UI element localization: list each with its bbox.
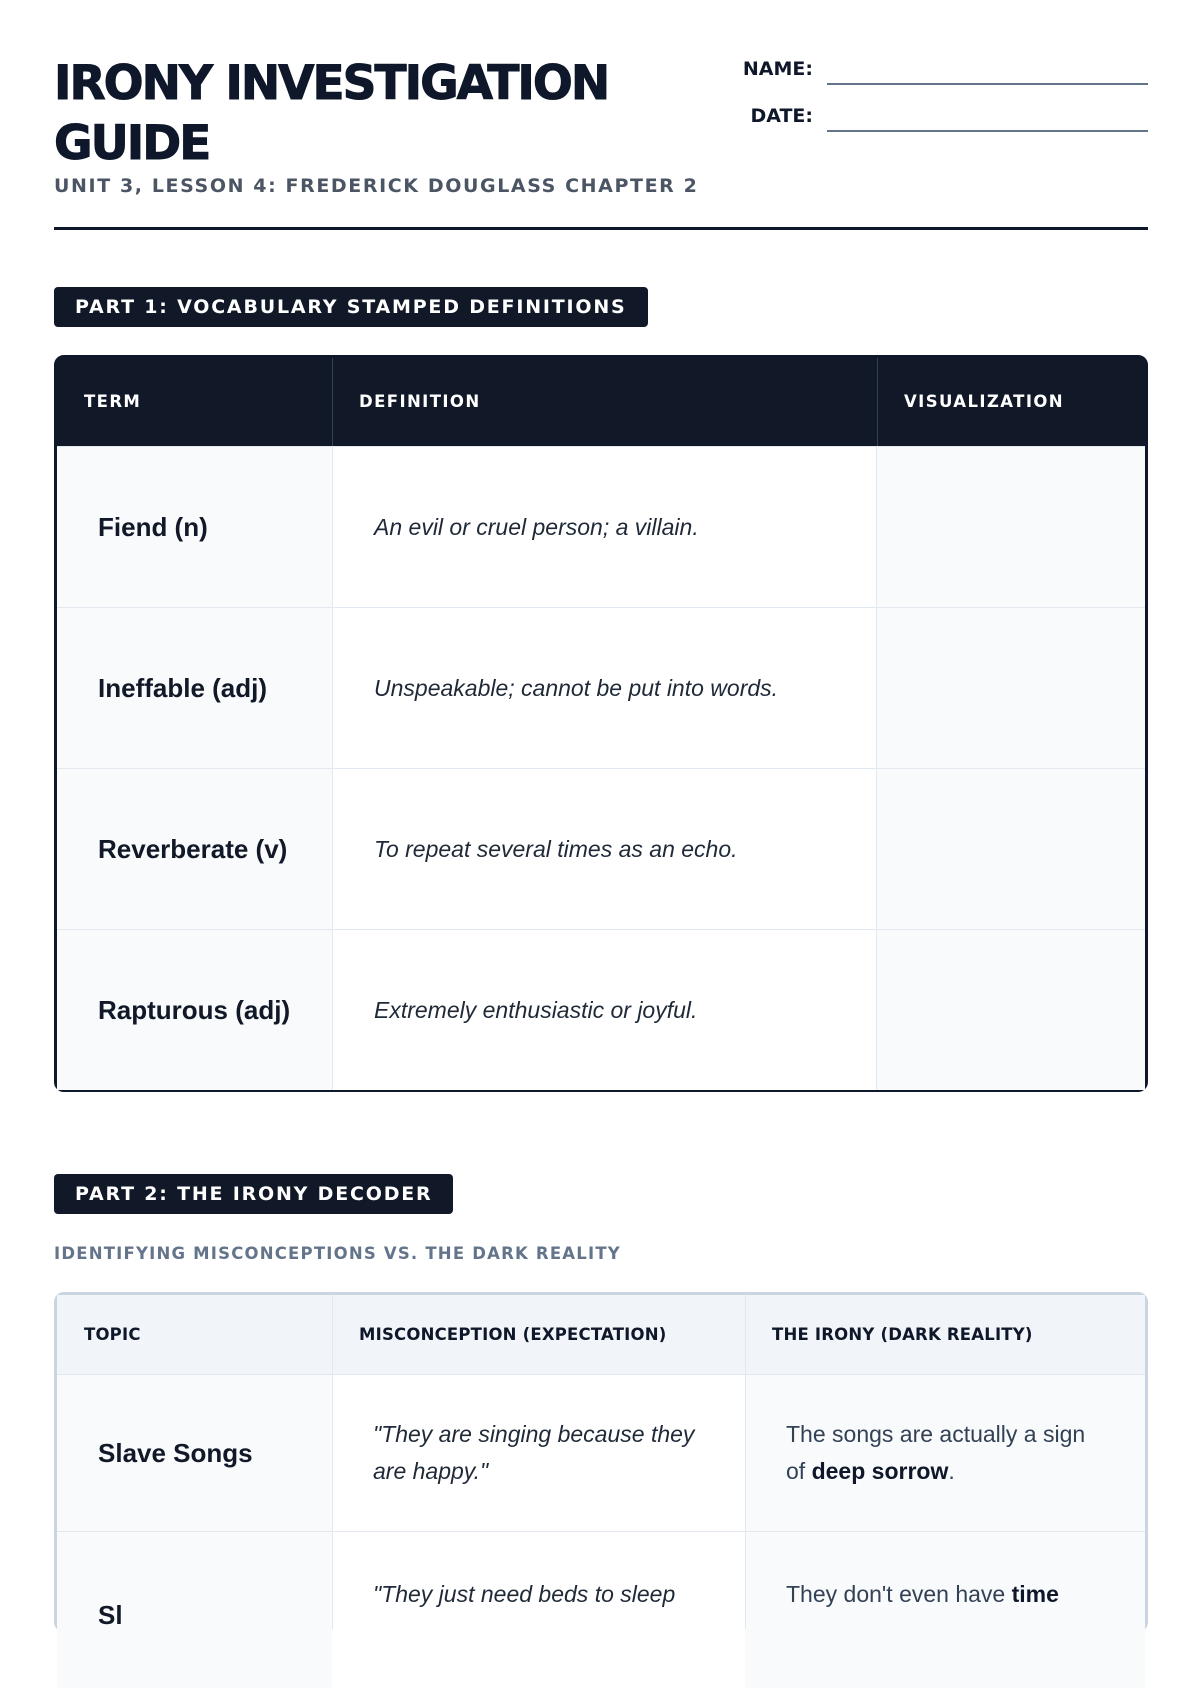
column-header-misconception: MISCONCEPTION (EXPECTATION): [359, 1325, 667, 1344]
irony-table-header: [57, 1295, 1145, 1374]
visualization-drawing-box[interactable]: [877, 769, 1145, 929]
date-label: DATE:: [750, 105, 813, 127]
irony-reality-text: They don't even have: [786, 1581, 1012, 1607]
page-title: IRONY INVESTIGATION GUIDE: [54, 56, 609, 171]
vocab-term: Rapturous (adj): [57, 930, 332, 1090]
column-divider: [332, 1295, 333, 1629]
irony-decoder-table: [54, 1292, 1148, 1632]
column-header-irony: THE IRONY (DARK REALITY): [772, 1325, 1033, 1344]
part1-badge: PART 1: VOCABULARY STAMPED DEFINITIONS: [54, 287, 648, 327]
vocab-term: Ineffable (adj): [57, 608, 332, 768]
vocab-definition: An evil or cruel person; a villain.: [332, 447, 877, 607]
vocab-definition: Extremely enthusiastic or joyful.: [332, 930, 877, 1090]
visualization-drawing-box[interactable]: [877, 608, 1145, 768]
irony-topic: Slave Songs: [57, 1375, 332, 1531]
column-header-visualization: VISUALIZATION: [904, 392, 1064, 411]
name-label: NAME:: [742, 58, 813, 80]
column-header-definition: DEFINITION: [359, 392, 481, 411]
table-row: [57, 1531, 1145, 1688]
name-write-line[interactable]: [827, 83, 1148, 85]
vocab-term: Reverberate (v): [57, 769, 332, 929]
vocabulary-table-header: [57, 358, 1145, 446]
table-row: [57, 607, 1145, 768]
irony-misconception: "They are singing because they are happy.": [332, 1375, 745, 1531]
irony-topic: Sl: [57, 1532, 332, 1688]
name-field[interactable]: [690, 56, 1148, 86]
table-row: [57, 768, 1145, 929]
irony-reality: [745, 1532, 1145, 1688]
irony-reality-text-end: .: [948, 1458, 955, 1484]
irony-reality-text: The songs are actually a sign of: [786, 1421, 1086, 1484]
date-write-line[interactable]: [827, 130, 1148, 132]
header-divider: [54, 227, 1148, 230]
irony-misconception: "They just need beds to sleep: [332, 1532, 745, 1688]
irony-reality-emphasis: time: [1011, 1581, 1059, 1607]
column-header-topic: TOPIC: [84, 1325, 141, 1344]
visualization-drawing-box[interactable]: [877, 447, 1145, 607]
table-row: [57, 1374, 1145, 1531]
vocabulary-table: [54, 355, 1148, 1092]
vocab-definition: To repeat several times as an echo.: [332, 769, 877, 929]
irony-reality: [745, 1375, 1145, 1531]
part2-badge: PART 2: THE IRONY DECODER: [54, 1174, 453, 1214]
vocab-definition: Unspeakable; cannot be put into words.: [332, 608, 877, 768]
table-row: [57, 446, 1145, 607]
lesson-subtitle: UNIT 3, LESSON 4: FREDERICK DOUGLASS CHAPTER 2: [54, 175, 699, 197]
column-header-term: TERM: [84, 392, 142, 411]
visualization-drawing-box[interactable]: [877, 930, 1145, 1090]
vocab-term: Fiend (n): [57, 447, 332, 607]
column-divider: [745, 1295, 746, 1629]
irony-reality-emphasis: deep sorrow: [811, 1458, 949, 1484]
table-row: [57, 929, 1145, 1090]
date-field[interactable]: [690, 103, 1148, 133]
part2-caption: IDENTIFYING MISCONCEPTIONS VS. THE DARK REALITY: [54, 1244, 621, 1263]
